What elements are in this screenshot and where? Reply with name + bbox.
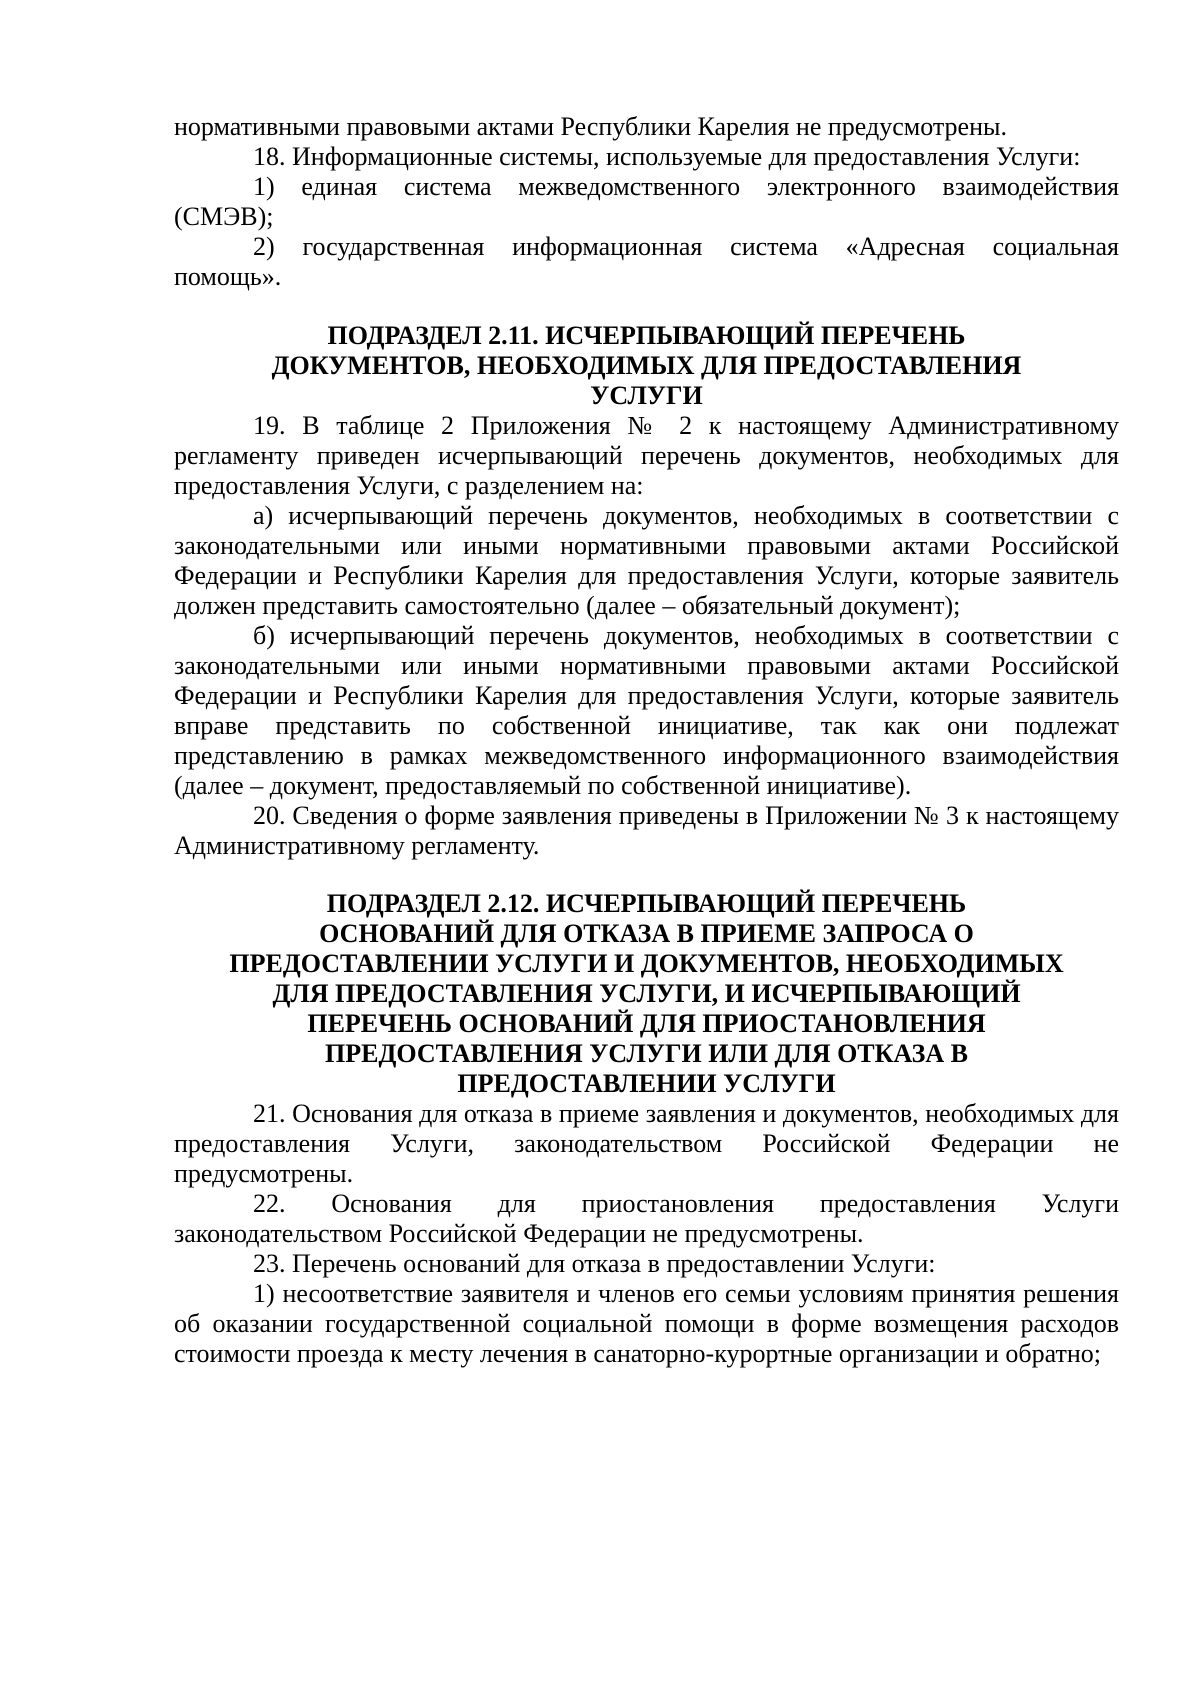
heading-line: ПРЕДОСТАВЛЕНИИ УСЛУГИ — [457, 1069, 836, 1098]
heading-line: ПОДРАЗДЕЛ 2.12. ИСЧЕРПЫВАЮЩИЙ ПЕРЕЧЕНЬ — [326, 889, 967, 918]
document-page — [174, 112, 1119, 1369]
heading-line: ПОДРАЗДЕЛ 2.11. ИСЧЕРПЫВАЮЩИЙ ПЕРЕЧЕНЬ — [327, 321, 966, 350]
paragraph-18-item-1: 1) единая система межведомственного электронного взаимодействия (СМЭВ); — [174, 172, 1119, 231]
paragraph-19-item-a: а) исчерпывающий перечень документов, необходимых в соответствии с законодательными или иными нормативными правовыми актами Российской Федерации и Республики Карелия для предоставления Услуги, которые заявитель должен представить самостоятельно (далее – обязательный документ); — [174, 501, 1119, 620]
heading-line: ДОКУМЕНТОВ, НЕОБХОДИМЫХ ДЛЯ ПРЕДОСТАВЛЕНИЯ — [271, 351, 1022, 380]
section-heading-2-12 — [174, 889, 1119, 1099]
paragraph-23: 23. Перечень оснований для отказа в предоставлении Услуги: — [253, 1249, 936, 1278]
heading-line: ПЕРЕЧЕНЬ ОСНОВАНИЙ ДЛЯ ПРИОСТАНОВЛЕНИЯ — [307, 1009, 986, 1038]
heading-line: ПРЕДОСТАВЛЕНИЯ УСЛУГИ ИЛИ ДЛЯ ОТКАЗА В — [325, 1039, 968, 1068]
paragraph-19: 19. В таблице 2 Приложения № 2 к настоящему Административному регламенту приведен исчерпывающий перечень документов, необходимых для предоставления Услуги, с разделением на: — [174, 411, 1119, 500]
paragraph-continuation: нормативными правовыми актами Республики Карелия не предусмотрены. — [174, 112, 1007, 141]
section-heading-2-11 — [174, 321, 1119, 411]
paragraph-18: 18. Информационные системы, используемые для предоставления Услуги: — [253, 142, 1081, 171]
heading-line: ПРЕДОСТАВЛЕНИИ УСЛУГИ И ДОКУМЕНТОВ, НЕОБХОДИМЫХ — [229, 949, 1064, 978]
paragraph-23-item-1: 1) несоответствие заявителя и членов его семьи условиям принятия решения об оказании государственной социальной помощи в форме возмещения расходов стоимости проезда к месту лечения в санаторно-курортные организации и обратно; — [174, 1279, 1119, 1368]
section-spacer — [174, 292, 1119, 321]
paragraph-22: 22. Основания для приостановления предоставления Услуги законодательством Российской Федерации не предусмотрены. — [174, 1189, 1119, 1248]
paragraph-19-item-b: б) исчерпывающий перечень документов, необходимых в соответствии с законодательными или иными нормативными правовыми актами Российской Федерации и Республики Карелия для предоставления Услуги, которые заявитель вправе представить по собственной инициативе, так как они подлежат представлению в рамках межведомственного информационного взаимодействия (далее – документ, предоставляемый по собственной инициативе). — [174, 621, 1119, 800]
section-spacer — [174, 861, 1119, 889]
heading-line: УСЛУГИ — [590, 381, 703, 410]
paragraph-18-item-2: 2) государственная информационная система «Адресная социальная помощь». — [174, 232, 1119, 291]
paragraph-21: 21. Основания для отказа в приеме заявления и документов, необходимых для предоставления Услуги, законодательством Российской Федерации не предусмотрены. — [174, 1099, 1119, 1188]
heading-line: ОСНОВАНИЙ ДЛЯ ОТКАЗА В ПРИЕМЕ ЗАПРОСА О — [319, 919, 974, 948]
heading-line: ДЛЯ ПРЕДОСТАВЛЕНИЯ УСЛУГИ, И ИСЧЕРПЫВАЮЩИЙ — [272, 979, 1021, 1008]
paragraph-20: 20. Сведения о форме заявления приведены в Приложении № 3 к настоящему Административному регламенту. — [174, 801, 1119, 860]
